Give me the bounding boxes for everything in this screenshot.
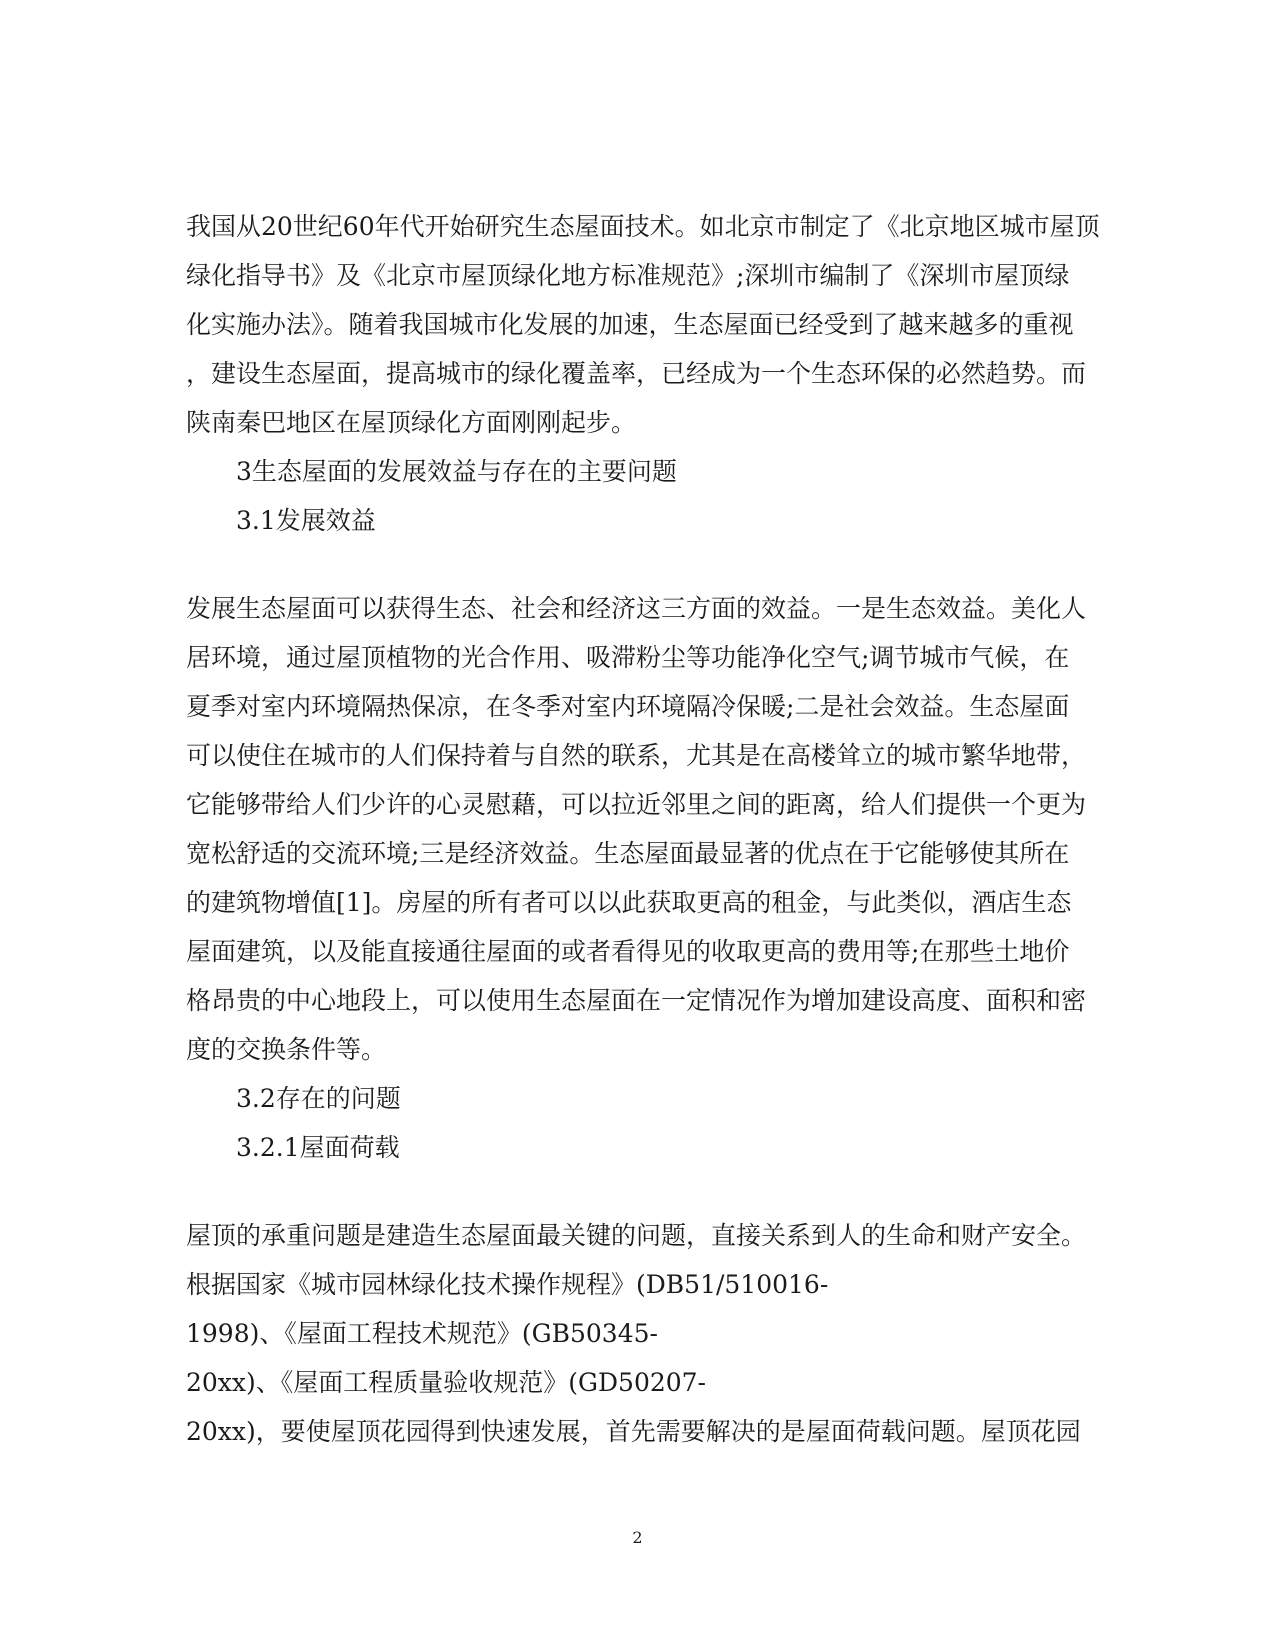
text-line: 陕南秦巴地区在屋顶绿化方面刚刚起步。 xyxy=(186,408,637,437)
section-heading-3: 3生态屋面的发展效益与存在的主要问题 xyxy=(236,457,677,486)
text-line: 20xx)、《屋面工程质量验收规范》(GD50207- xyxy=(186,1368,707,1397)
text-line: 我国从20世纪60年代开始研究生态屋面技术。如北京市制定了《北京地区城市屋顶 xyxy=(186,212,1100,241)
paragraph-roof-load xyxy=(186,1211,1091,1456)
text-line: 度的交换条件等。 xyxy=(186,1035,387,1064)
text-line: 根据国家《城市园林绿化技术操作规程》(DB51/510016- xyxy=(186,1270,829,1299)
text-line: 居环境，通过屋顶植物的光合作用、吸滞粉尘等功能净化空气;调节城市气候，在 xyxy=(186,643,1070,672)
paragraph-benefits xyxy=(186,584,1091,1074)
text-line: 可以使住在城市的人们保持着与自然的联系，尤其是在高楼耸立的城市繁华地带， xyxy=(186,741,1087,770)
text-line: 发展生态屋面可以获得生态、社会和经济这三方面的效益。一是生态效益。美化人 xyxy=(186,594,1087,623)
paragraph-history xyxy=(186,202,1100,447)
text-line: 化实施办法》。随着我国城市化发展的加速，生态屋面已经受到了越来越多的重视 xyxy=(186,310,1074,339)
text-line: 屋面建筑，以及能直接通往屋面的或者看得见的收取更高的费用等;在那些土地价 xyxy=(186,937,1070,966)
text-line: ，建设生态屋面，提高城市的绿化覆盖率，已经成为一个生态环保的必然趋势。而 xyxy=(186,359,1087,388)
text-line: 屋顶的承重问题是建造生态屋面最关键的问题，直接关系到人的生命和财产安全。 xyxy=(186,1221,1087,1250)
section-heading-3-1: 3.1发展效益 xyxy=(236,506,376,535)
text-line: 夏季对室内环境隔热保凉，在冬季对室内环境隔冷保暖;二是社会效益。生态屋面 xyxy=(186,692,1070,721)
page-number: 2 xyxy=(632,1528,643,1547)
text-line: 的建筑物增值[1]。房屋的所有者可以以此获取更高的租金，与此类似，酒店生态 xyxy=(186,888,1072,917)
section-heading-3-2: 3.2存在的问题 xyxy=(236,1084,401,1113)
text-line: 它能够带给人们少许的心灵慰藉，可以拉近邻里之间的距离，给人们提供一个更为 xyxy=(186,790,1087,819)
text-line: 1998)、《屋面工程技术规范》(GB50345- xyxy=(186,1319,658,1348)
text-line: 宽松舒适的交流环境;三是经济效益。生态屋面最显著的优点在于它能够使其所在 xyxy=(186,839,1070,868)
text-line: 绿化指导书》及《北京市屋顶绿化地方标准规范》;深圳市编制了《深圳市屋顶绿 xyxy=(186,261,1070,290)
text-line: 20xx)，要使屋顶花园得到快速发展，首先需要解决的是屋面荷载问题。屋顶花园 xyxy=(186,1417,1081,1446)
section-heading-3-2-1: 3.2.1屋面荷载 xyxy=(236,1133,400,1162)
text-line: 格昂贵的中心地段上，可以使用生态屋面在一定情况作为增加建设高度、面积和密 xyxy=(186,986,1087,1015)
